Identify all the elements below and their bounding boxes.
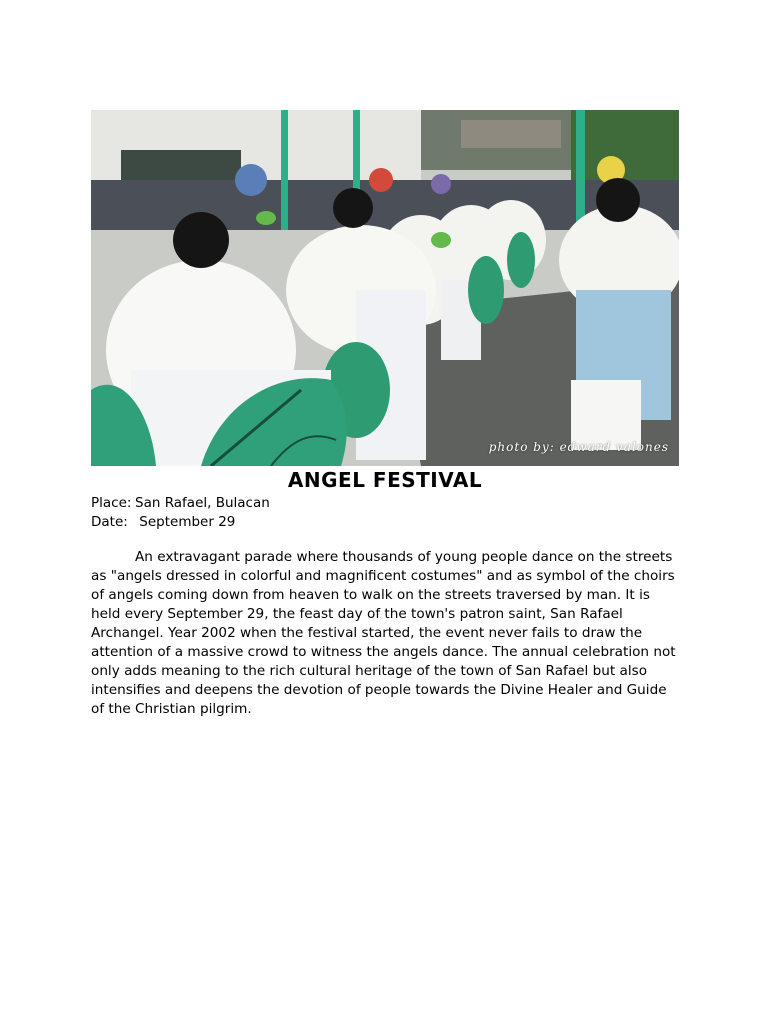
date-value: September 29 bbox=[139, 514, 236, 530]
page-title: ANGEL FESTIVAL bbox=[287, 468, 483, 492]
parade-illustration bbox=[91, 110, 679, 466]
date-label: Date: bbox=[91, 514, 128, 530]
festival-photo bbox=[91, 110, 679, 466]
date-line bbox=[91, 514, 235, 530]
place-value: San Rafael, Bulacan bbox=[135, 495, 270, 511]
photo-credit: photo by: edward valones bbox=[488, 440, 669, 454]
place-line bbox=[91, 495, 270, 511]
place-label: Place: bbox=[91, 495, 132, 511]
description-paragraph: An extravagant parade where thousands of young people dance on the streets as "angels dressed in colorful and magnificent costumes" and as symbol of the choirs of angels coming down from heaven to walk on the streets traversed by man. It is held every September 29, the feast day of the town's patron saint, San Rafael Archangel. Year 2002 when the festival started, the event never fails to draw the attention of a massive crowd to witness the angels dance. The annual celebration not only adds meaning to the rich cultural heritage of the town of San Rafael but also intensifies and deepens the devotion of people towards the Divine Healer and Guide of the Christian pilgrim. bbox=[91, 549, 676, 717]
